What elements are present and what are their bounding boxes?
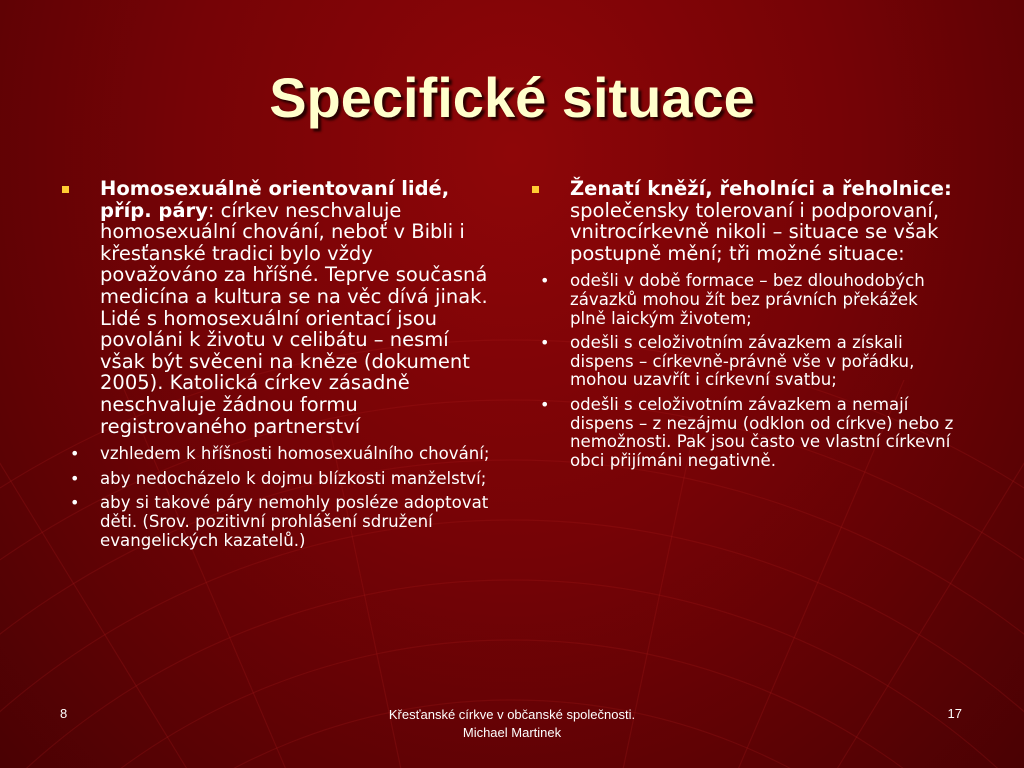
list-item (526, 334, 956, 390)
slide-title: Specifické situace (269, 66, 755, 129)
right-sublist (526, 272, 956, 470)
bullet-dot-icon: • (70, 444, 80, 464)
list-item (526, 396, 956, 470)
list-item (56, 470, 496, 489)
bullet-dot-icon: • (540, 333, 550, 353)
footer-text (312, 706, 712, 742)
slide-number-left: 8 (60, 706, 68, 721)
right-bullet-item (526, 178, 956, 264)
list-item-text: odešli s celoživotním závazkem a nemají dispens – z nezájmu (odklon od církve) nebo z nemožnosti. Pak jsou často ve vlastní církevní obci přijímáni negativně. (570, 394, 954, 470)
left-column (56, 178, 496, 556)
list-item (526, 272, 956, 328)
footer-line-1: Křesťanské církve v občanské společnosti. (388, 707, 636, 722)
left-bullet-item (56, 178, 496, 437)
right-item-heading: Ženatí kněží, řeholníci a řeholnice: (570, 177, 952, 200)
bullet-dot-icon: • (70, 493, 80, 513)
square-bullet-icon (62, 186, 69, 193)
footer-line-2: Michael Martinek (462, 725, 562, 740)
list-item-text: aby nedocházelo k dojmu blízkosti manželství; (100, 468, 487, 488)
right-column (526, 178, 956, 476)
list-item (56, 494, 496, 550)
list-item-text: vzhledem k hříšnosti homosexuálního chování; (100, 444, 490, 464)
left-item-text: : církev neschvaluje homosexuální chování, neboť v Bibli i křesťanské tradici bylo vždy považováno za hříšné. Teprve současná medicína a kultura se na věc dívá jinak. Lidé s homosexuální orientací jsou povoláni k životu v celibátu – nesmí však být svěceni na kněze (dokument 2005). Katolická církev zásadně neschvaluje žádnou formu registrovaného partnerství (100, 198, 488, 438)
left-sublist (56, 445, 496, 550)
list-item-text: odešli s celoživotním závazkem a získali dispens – církevně-právně vše v pořádku, mohou uzavřít i církevní svatbu; (570, 333, 915, 390)
right-item-text: společensky tolerovaní i podporovaní, vnitrocírkevně nikoli – situace se však postupně mění; tři možné situace: (570, 198, 940, 265)
list-item-text: aby si takové páry nemohly posléze adoptovat děti. (Srov. pozitivní prohlášení sdružení evangelických kazatelů.) (100, 493, 489, 550)
list-item (56, 445, 496, 464)
square-bullet-icon (532, 186, 539, 193)
bullet-dot-icon: • (70, 468, 80, 488)
left-item-heading: Homosexuálně orientovaní lidé, příp. páry (100, 177, 450, 222)
bullet-dot-icon: • (540, 271, 550, 291)
list-item-text: odešli v době formace – bez dlouhodobých závazků mohou žít bez právních překážek plně laickým životem; (570, 271, 925, 328)
page-number: 17 (947, 706, 962, 721)
bullet-dot-icon: • (540, 394, 550, 414)
